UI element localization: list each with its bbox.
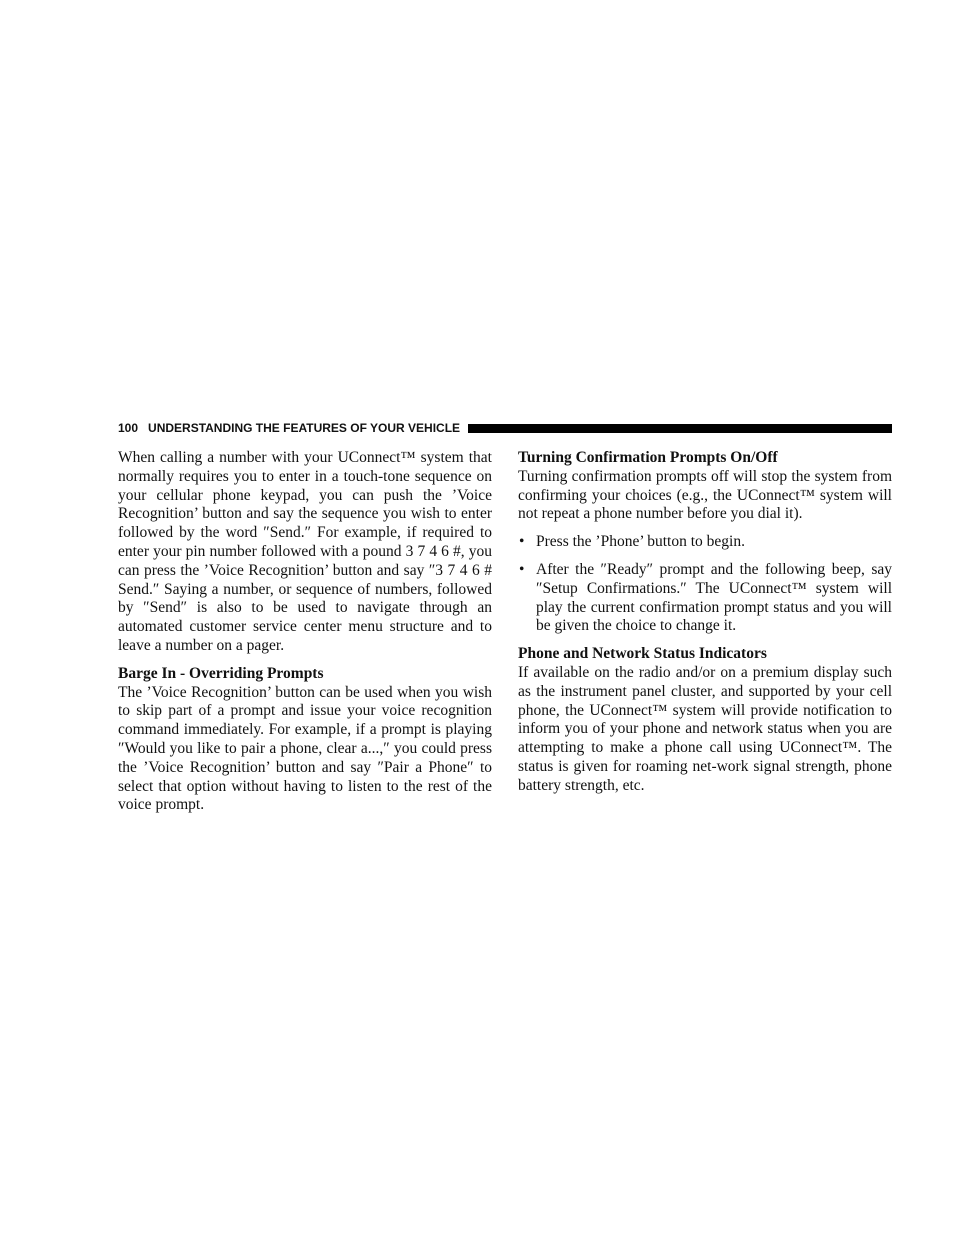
confirmation-prompts-heading: Turning Confirmation Prompts On/Off [518,449,778,466]
list-item-text: Press the ’Phone’ button to begin. [536,533,745,551]
instruction-list [518,533,892,636]
status-indicators-paragraph: If available on the radio and/or on a premium display such as the instrument panel cluster, and supported by your cell phone, the UConnect™ system will provide notification to inform you of your phone and network status when you are attempting to make a phone call using UConnect™. The status is given for roaming net-work signal strength, phone battery strength, etc. [518,663,892,794]
list-item [518,533,892,552]
barge-in-heading: Barge In - Overriding Prompts [118,664,324,682]
barge-in-paragraph: The ’Voice Recognition’ button can be used when you wish to skip part of a prompt and issue your voice recognition command immediately. For example, if a prompt is playing ″Would you like to pair a phone, clear a...,″ you could press the ’Voice Recognition’ button and say ″Pair a Phone″ to select that option without having to listen to the rest of the voice prompt. [118,683,492,814]
bullet-icon: • [519,533,525,551]
header-rule [468,424,892,433]
status-indicators-heading: Phone and Network Status Indicators [518,645,767,663]
section-title: UNDERSTANDING THE FEATURES OF YOUR VEHICLE [148,421,461,435]
bullet-icon: • [519,560,525,578]
right-column [518,449,892,796]
page-header [118,418,892,438]
page-number: 100 [118,421,139,435]
intro-paragraph: When calling a number with your UConnect™ system that normally requires you to enter in a touch-tone sequence on your cellular phone keypad, you can push the ’Voice Recognition’ button and say the sequence you wish to enter followed by the word ″Send.″ For example, if required to enter your pin number followed with a pound 3 7 4 6 #, you can press the ’Voice Recognition’ button and say ″3 7 4 6 # Send.″ Saying a number, or sequence of numbers, followed by ″Send″ is also to be used to navigate through an automated customer service center menu structure and to leave a number on a pager. [118,449,492,654]
list-item-text: After the ″Ready″ prompt and the following beep, say ″Setup Confirmations.″ The UConnect™ system will play the current confirmation prompt status and you will be given the choice to change it. [536,560,892,635]
confirmation-prompts-paragraph: Turning confirmation prompts off will stop the system from confirming your choices (e.g., the UConnect™ system will not repeat a phone number before you dial it). [518,467,892,523]
list-item [518,561,892,636]
left-column [118,449,492,815]
